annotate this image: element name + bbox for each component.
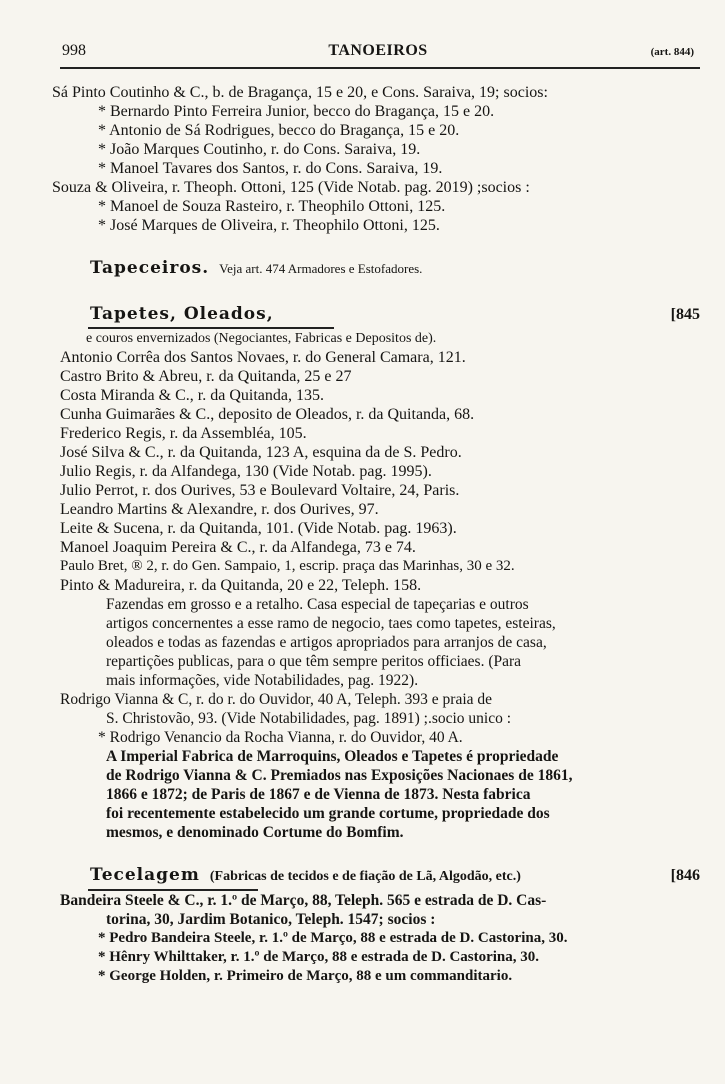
list-item: * Manoel de Souza Rasteiro, r. Theophilo Ottoni, 125.: [98, 198, 446, 215]
list-item: Cunha Guimarães & C., deposito de Oleados, r. da Quitanda, 68.: [60, 406, 475, 423]
description-line: foi recentemente estabelecido um grande cortume, propriedade dos: [106, 805, 550, 822]
list-item: S. Christovão, 93. (Vide Notabilidades, pag. 1891) ;.socio unico :: [106, 710, 512, 727]
section-number: [845: [670, 306, 700, 323]
section-title: Tapeceiros.: [90, 258, 210, 278]
list-item: * Hênry Whilttaker, r. 1.º de Março, 88 e estrada de D. Castorina, 30.: [98, 949, 540, 965]
section-tapeceiros: [52, 259, 704, 281]
description-line: A Imperial Fabrica de Marroquins, Oleados e Tapetes é propriedade: [106, 748, 559, 765]
list-item: Pinto & Madureira, r. da Quitanda, 20 e 22, Teleph. 158.: [60, 577, 422, 594]
section-tecelagem: [52, 866, 704, 888]
section-note: Veja art. 474 Armadores e Estofadores.: [219, 261, 423, 276]
list-item: * Pedro Bandeira Steele, r. 1.º de Março, 88 e estrada de D. Castorina, 30.: [98, 930, 568, 946]
list-item: José Silva & C., r. da Quitanda, 123 A, esquina da de S. Pedro.: [60, 444, 462, 461]
list-item: * Manoel Tavares dos Santos, r. do Cons. Saraiva, 19.: [98, 160, 443, 177]
list-item: * George Holden, r. Primeiro de Março, 88 e um commanditario.: [98, 968, 513, 984]
list-item: Antonio Corrêa dos Santos Novaes, r. do General Camara, 121.: [60, 349, 466, 366]
list-item: Manoel Joaquim Pereira & C., r. da Alfandega, 73 e 74.: [60, 539, 416, 556]
description-line: artigos concernentes a esse ramo de negocio, taes como tapetes, esteiras,: [106, 615, 556, 632]
list-item: Leandro Martins & Alexandre, r. dos Ourives, 97.: [60, 501, 379, 518]
section-title: Tecelagem: [90, 865, 200, 885]
page-title: TANOEIROS: [328, 42, 428, 59]
list-item: Leite & Sucena, r. da Quitanda, 101. (Vide Notab. pag. 1963).: [60, 520, 457, 537]
section-number: [846: [670, 867, 700, 884]
list-item: Paulo Bret, ® 2, r. do Gen. Sampaio, 1, escrip. praça das Marinhas, 30 e 32.: [60, 558, 515, 574]
list-item: * Rodrigo Venancio da Rocha Vianna, r. do Ouvidor, 40 A.: [98, 729, 463, 746]
list-item: * João Marques Coutinho, r. do Cons. Saraiva, 19.: [98, 141, 421, 158]
list-item: Castro Brito & Abreu, r. da Quitanda, 25 e 27: [60, 368, 352, 385]
article-reference: (art. 844): [650, 46, 694, 58]
description-line: 1866 e 1872; de Paris de 1867 e de Vienna de 1873. Nesta fabrica: [106, 786, 531, 803]
header-rule: [60, 67, 700, 69]
page-header: [62, 40, 694, 66]
list-item: Souza & Oliveira, r. Theoph. Ottoni, 125 (Vide Notab. pag. 2019) ;socios :: [52, 179, 530, 196]
list-item: torina, 30, Jardim Botanico, Teleph. 1547; socios :: [106, 911, 436, 928]
list-item: Julio Perrot, r. dos Ourives, 53 e Boulevard Voltaire, 24, Paris.: [60, 482, 460, 499]
list-item: Bandeira Steele & C., r. 1.º de Março, 88, Teleph. 565 e estrada de D. Cas-: [60, 892, 547, 909]
description-line: de Rodrigo Vianna & C. Premiados nas Exposições Nacionaes de 1861,: [106, 767, 573, 784]
list-item: Sá Pinto Coutinho & C., b. de Bragança, 15 e 20, e Cons. Saraiva, 19; socios:: [52, 84, 548, 101]
list-item: * Bernardo Pinto Ferreira Junior, becco do Bragança, 15 e 20.: [98, 103, 495, 120]
description-line: Fazendas em grosso e a retalho. Casa especial de tapeçarias e outros: [106, 596, 529, 613]
section-subtitle: e couros envernizados (Negociantes, Fabricas e Depositos de).: [86, 331, 437, 346]
list-item: Julio Regis, r. da Alfandega, 130 (Vide Notab. pag. 1995).: [60, 463, 432, 480]
section-tapetes: [52, 305, 704, 326]
description-line: mais informações, vide Notabilidades, pag. 1922).: [106, 672, 419, 689]
description-line: oleados e todas as fazendas e artigos apropriados para arranjos de casa,: [106, 634, 547, 651]
page-body: [52, 83, 704, 986]
list-item: Frederico Regis, r. da Assembléa, 105.: [60, 425, 307, 442]
description-line: repartições publicas, para o que têm sempre peritos officiaes. (Para: [106, 653, 522, 670]
page-number: 998: [62, 42, 86, 59]
list-item: * Antonio de Sá Rodrigues, becco do Bragança, 15 e 20.: [98, 122, 460, 139]
section-subtitle: (Fabricas de tecidos e de fiação de Lã, Algodão, etc.): [209, 869, 521, 884]
list-item: Costa Miranda & C., r. da Quitanda, 135.: [60, 387, 324, 404]
list-item: * José Marques de Oliveira, r. Theophilo Ottoni, 125.: [98, 217, 440, 234]
description-line: mesmos, e denominado Cortume do Bomfim.: [106, 824, 404, 841]
section-title: Tapetes, Oleados,: [90, 304, 274, 324]
list-item: Rodrigo Vianna & C, r. do r. do Ouvidor, 40 A, Teleph. 393 e praia de: [60, 691, 493, 708]
